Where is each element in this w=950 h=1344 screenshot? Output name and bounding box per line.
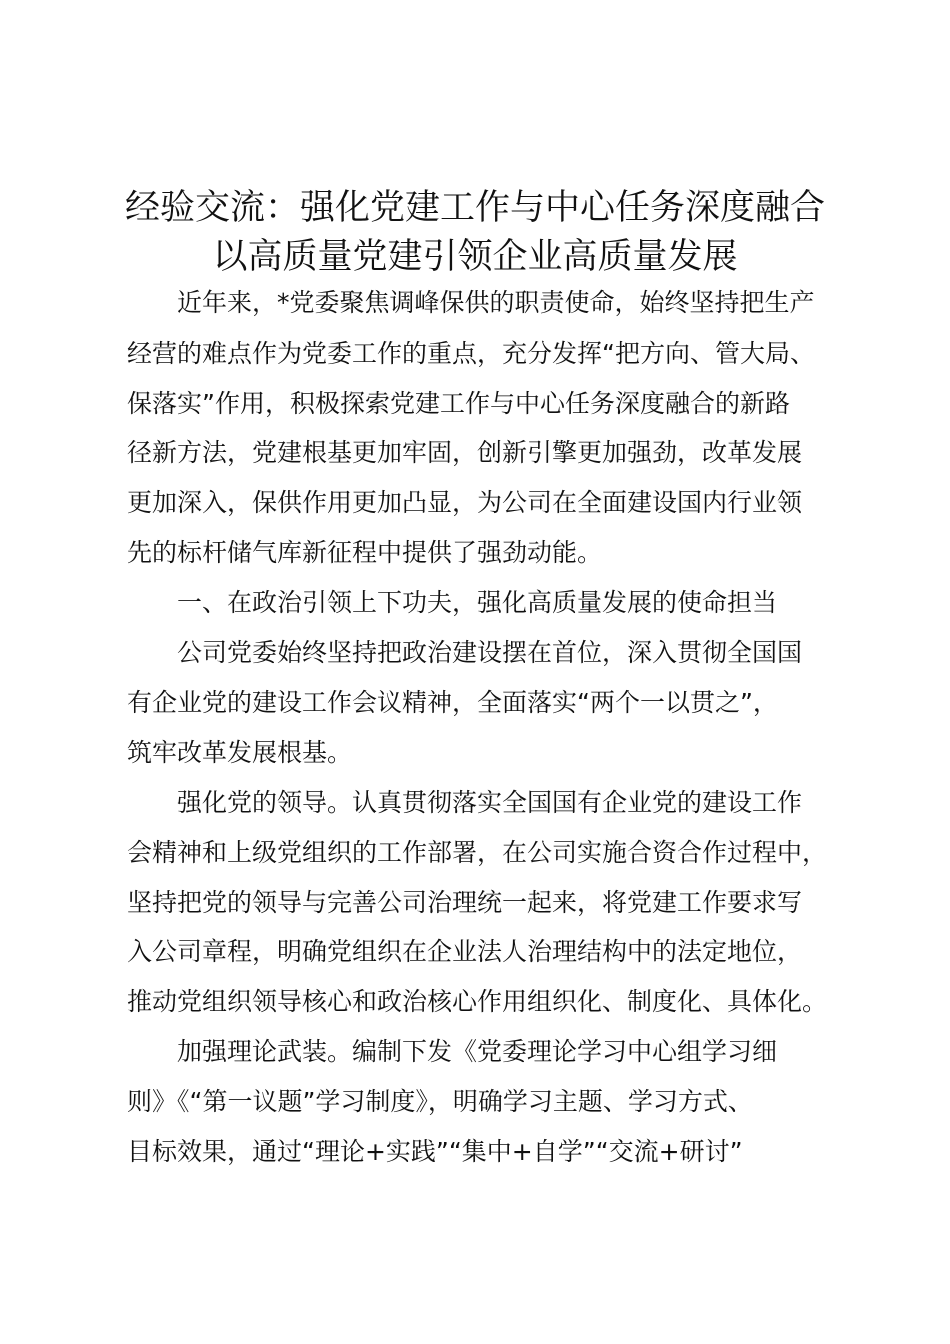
body-line: 径新方法，党建根基更加牢固，创新引擎更加强劲，改革发展 — [127, 438, 803, 467]
body-line: 则》《“第一议题”学习制度》，明确学习主题、学习方式、 — [127, 1087, 753, 1116]
body-line: 公司党委始终坚持把政治建设摆在首位，深入贯彻全国国 — [177, 638, 803, 667]
document-title-line-1: 经验交流：强化党建工作与中心任务深度融合 — [124, 188, 825, 228]
body-line: 推动党组织领导核心和政治核心作用组织化、制度化、具体化。 — [127, 987, 828, 1016]
body-line: 近年来，*党委聚焦调峰保供的职责使命，始终坚持把生产 — [177, 288, 815, 317]
body-line: 加强理论武装。编制下发《党委理论学习中心组学习细 — [177, 1037, 778, 1066]
document-title-line-2: 以高质量党建引领企业高质量发展 — [212, 237, 738, 277]
body-line: 强化党的领导。认真贯彻落实全国国有企业党的建设工作 — [177, 788, 803, 817]
body-line: 筑牢改革发展根基。 — [127, 738, 353, 767]
body-line: 坚持把党的领导与完善公司治理统一起来，将党建工作要求写 — [127, 888, 803, 917]
body-line: 目标效果，通过“理论+实践”“集中+自学”“交流+研讨” — [127, 1137, 743, 1166]
body-line: 保落实”作用，积极探索党建工作与中心任务深度融合的新路 — [127, 389, 790, 418]
body-line: 先的标杆储气库新征程中提供了强劲动能。 — [127, 538, 603, 567]
body-line: 经营的难点作为党委工作的重点，充分发挥“把方向、管大局、 — [127, 339, 815, 368]
body-line: 更加深入，保供作用更加凸显，为公司在全面建设国内行业领 — [127, 488, 803, 517]
body-line: 有企业党的建设工作会议精神，全面落实“两个一以贯之”， — [127, 688, 778, 717]
section-heading: 一、在政治引领上下功夫，强化高质量发展的使命担当 — [177, 588, 778, 617]
body-line: 入公司章程，明确党组织在企业法人治理结构中的法定地位， — [127, 937, 803, 966]
body-line: 会精神和上级党组织的工作部署，在公司实施合资合作过程中， — [127, 838, 828, 867]
